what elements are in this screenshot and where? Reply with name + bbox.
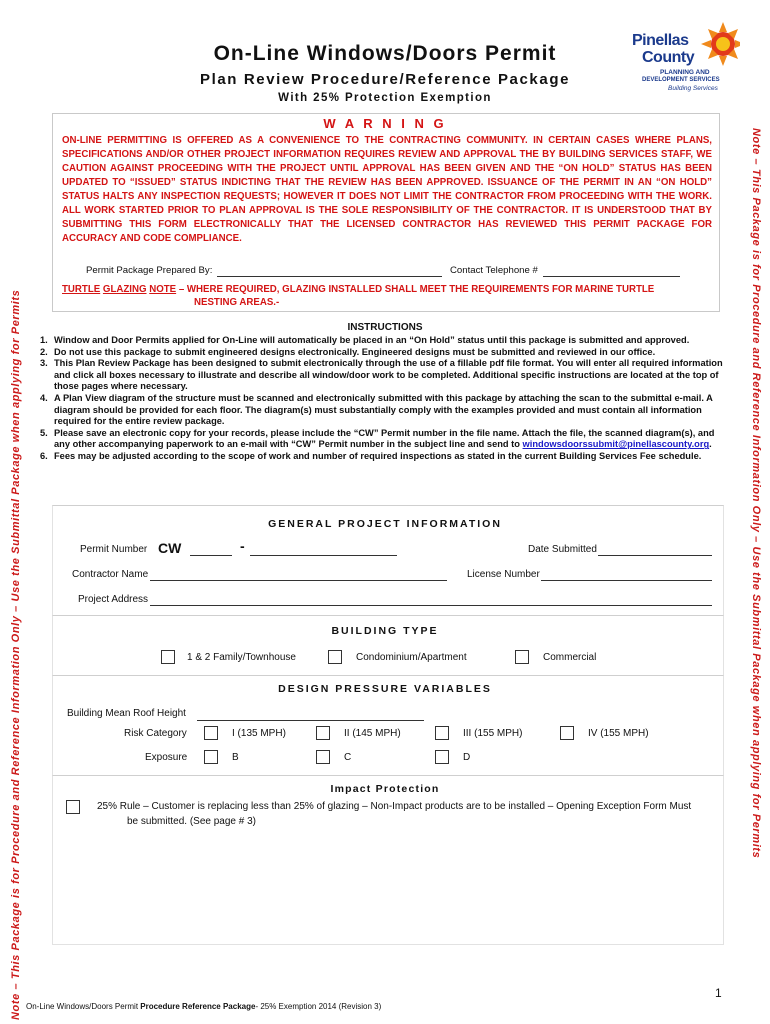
building-type-label: Commercial bbox=[543, 652, 597, 663]
building-type-label: 1 & 2 Family/Townhouse bbox=[187, 652, 296, 663]
instruction-number: 4. bbox=[40, 392, 48, 403]
instruction-item bbox=[40, 393, 730, 428]
building-type-label: Condominium/Apartment bbox=[356, 652, 467, 663]
instruction-item bbox=[40, 428, 730, 451]
telephone-field[interactable] bbox=[543, 276, 680, 277]
instruction-number: 5. bbox=[40, 427, 48, 438]
footer-text-c: - 25% Exemption 2014 (Revision 3) bbox=[255, 1002, 382, 1011]
instruction-item bbox=[40, 347, 730, 359]
telephone-label: Contact Telephone # bbox=[450, 265, 538, 276]
building-type-1-2-family-checkbox[interactable] bbox=[161, 650, 175, 664]
cw-prefix: CW bbox=[158, 540, 182, 556]
exposure-label: Exposure bbox=[145, 752, 188, 763]
project-address-field[interactable] bbox=[150, 605, 712, 606]
instruction-text-end: . bbox=[709, 439, 712, 450]
instructions-list bbox=[40, 335, 730, 463]
instruction-item bbox=[40, 335, 730, 347]
instruction-number: 2. bbox=[40, 346, 48, 357]
exposure-b-checkbox[interactable] bbox=[204, 750, 218, 764]
turtle-note-line2: NESTING AREAS.- bbox=[194, 297, 280, 308]
prepared-by-field[interactable] bbox=[217, 276, 442, 277]
impact-rule-line-2: be submitted. (See page # 3) bbox=[127, 816, 256, 827]
impact-25-percent-rule-checkbox[interactable] bbox=[66, 800, 80, 814]
risk-category-ii-checkbox[interactable] bbox=[316, 726, 330, 740]
instruction-text: Do not use this package to submit engineered designs electronically. Engineered designs must be submitted and reviewed in our office. bbox=[54, 346, 656, 357]
general-info-title: GENERAL PROJECT INFORMATION bbox=[268, 518, 502, 530]
side-note-left: Note – This Package is for Procedure and Reference Information Only – Use the Submittal Package when applying for Permits bbox=[10, 289, 22, 1020]
instruction-number: 1. bbox=[40, 335, 48, 345]
risk-option-label: III (155 MPH) bbox=[463, 728, 523, 739]
risk-category-label: Risk Category bbox=[124, 728, 187, 739]
exposure-c-checkbox[interactable] bbox=[316, 750, 330, 764]
page-number: 1 bbox=[715, 986, 722, 1000]
contractor-name-field[interactable] bbox=[150, 580, 447, 581]
exposure-d-checkbox[interactable] bbox=[435, 750, 449, 764]
footer-text-a: On-Line Windows/Doors Permit bbox=[26, 1002, 141, 1011]
note-word: NOTE bbox=[149, 284, 177, 295]
warning-title: W A R N I N G bbox=[323, 116, 447, 131]
logo-line-2: County bbox=[642, 49, 695, 66]
impact-rule-line-1: 25% Rule – Customer is replacing less than 25% of glazing – Non-Impact products are to be installed – Opening Exception Form Must bbox=[97, 801, 692, 812]
glazing-word: GLAZING bbox=[102, 284, 147, 295]
instruction-text: Please save an electronic copy for your records, please include the “CW” Permit number in the file name. Attach the file, the scanned diagram(s), and any other accompanying paperwork to an e-mail with “CW” Permit number in the subject line and send to bbox=[54, 427, 715, 450]
page-subtitle: Plan Review Procedure/Reference Package bbox=[199, 71, 571, 88]
permit-number-label: Permit Number bbox=[80, 544, 148, 555]
turtle-note-text: – WHERE REQUIRED, GLAZING INSTALLED SHALL MEET THE REQUIREMENTS FOR MARINE TURTLE bbox=[176, 284, 655, 295]
roof-height-label: Building Mean Roof Height bbox=[67, 708, 186, 719]
page-title: On-Line Windows/Doors Permit bbox=[213, 42, 557, 65]
pinellas-county-logo bbox=[630, 22, 740, 102]
roof-height-field[interactable] bbox=[197, 720, 424, 721]
instructions-title: INSTRUCTIONS bbox=[347, 322, 423, 333]
instruction-number: 3. bbox=[40, 358, 48, 369]
instruction-number: 6. bbox=[40, 450, 48, 461]
exposure-option-label: D bbox=[463, 752, 471, 763]
building-type-commercial-checkbox[interactable] bbox=[515, 650, 529, 664]
turtle-note bbox=[62, 283, 712, 309]
risk-option-label: I (135 MPH) bbox=[232, 728, 286, 739]
instruction-text: Fees may be adjusted according to the scope of work and number of required inspections as stated in the current Building Services Fee schedule. bbox=[54, 450, 702, 461]
license-number-field[interactable] bbox=[541, 580, 712, 581]
impact-protection-title: Impact Protection bbox=[330, 783, 440, 795]
project-address-label: Project Address bbox=[78, 594, 149, 605]
date-submitted-label: Date Submitted bbox=[528, 544, 597, 555]
warning-text: ON-LINE PERMITTING IS OFFERED AS A CONVENIENCE TO THE CONTRACTING COMMUNITY. IN CERTAIN CASES WHERE PLANS, SPECIFICATIONS AND/OR OTHER PROJECT INFORMATION REQUIRES REVIEW AND APPROVAL THE BY BUILDING SERVICES STAFF, WE CAUTION AGAINST PROCEEDING WITH THE PROJECT UNTIL APPROVAL HAS BEEN GIVEN AND THE “ON HOLD” STATUS HAS BEEN UPDATED TO “ISSUED” STATUS INDICTING THAT THE REVIEW HAS BEEN APPROVED. ISSUANCE OF THE PERMIT IN AN “ON HOLD” STATUS HALTS ANY INSPECTION REQUESTS; HOWEVER IT DOES NOT LIMIT THE CONTRACTOR FROM PROCEEDING WITH THE WORK. ALL WORK STARTED PRIOR TO PLAN APPROVAL IS THE SOLE RESPONSIBILITY OF THE CONTRACTOR. IT IS UNDERSTOOD THAT BY SUBMITTING THIS FORM ELECTRONICALLY THAT THE LICENSED CONTRACTOR HAS REVIEWED THIS PERMIT PACKAGE FOR ACCURACY AND CODE COMPLIANCE. bbox=[62, 135, 712, 244]
instruction-item bbox=[40, 451, 730, 463]
permit-number-field-1[interactable] bbox=[190, 555, 232, 556]
risk-category-i-checkbox[interactable] bbox=[204, 726, 218, 740]
building-type-title: BUILDING TYPE bbox=[331, 625, 439, 637]
submit-email-link[interactable]: windowsdoorssubmit@pinellascounty.org bbox=[522, 439, 710, 450]
instruction-item bbox=[40, 358, 730, 393]
logo-line-4: DEVELOPMENT SERVICES bbox=[642, 77, 720, 83]
license-number-label: License Number bbox=[467, 569, 540, 580]
instruction-text: This Plan Review Package has been designed to submit electronically through the use of a fillable pdf file format. You will enter all required information and click all boxes necessary to illustrate and describe all window/door work to be completed. Additional specific instructions are located at the top of those pages where necessary. bbox=[54, 358, 723, 392]
instruction-text: A Plan View diagram of the structure must be scanned and electronically submitted with this package by attaching the scan to the submittal e-mail. A diagram should be provided for each floor. The diagram(s) must substantially comply with the examples provided and must contain all information required for the entire review package. bbox=[54, 392, 713, 427]
risk-option-label: IV (155 MPH) bbox=[588, 728, 649, 739]
exemption-subtitle: With 25% Protection Exemption bbox=[278, 92, 492, 104]
permit-dash: - bbox=[240, 538, 245, 554]
instruction-text: Window and Door Permits applied for On-Line will automatically be placed in an “On Hold” status until this package is submitted and approved. bbox=[54, 335, 690, 345]
risk-category-iii-checkbox[interactable] bbox=[435, 726, 449, 740]
risk-category-iv-checkbox[interactable] bbox=[560, 726, 574, 740]
side-note-right: Note – This Package is for Procedure and Reference Information Only – Use the Submittal Package when applying for Permits bbox=[750, 128, 762, 859]
footer bbox=[26, 1002, 381, 1011]
building-type-condominium-checkbox[interactable] bbox=[328, 650, 342, 664]
date-submitted-field[interactable] bbox=[598, 555, 712, 556]
contractor-name-label: Contractor Name bbox=[72, 569, 149, 580]
exposure-option-label: B bbox=[232, 752, 239, 763]
logo-line-3: PLANNING AND bbox=[660, 69, 710, 76]
footer-text-b: Procedure Reference Package bbox=[140, 1002, 256, 1011]
prepared-by-label: Permit Package Prepared By: bbox=[86, 265, 213, 276]
turtle-word: TURTLE bbox=[62, 284, 101, 295]
risk-option-label: II (145 MPH) bbox=[344, 728, 401, 739]
logo-line-5: Building Services bbox=[668, 85, 718, 92]
logo-line-1: Pinellas bbox=[632, 32, 689, 49]
permit-number-field-2[interactable] bbox=[250, 555, 397, 556]
design-pressure-title: DESIGN PRESSURE VARIABLES bbox=[278, 683, 492, 695]
exposure-option-label: C bbox=[344, 752, 352, 763]
